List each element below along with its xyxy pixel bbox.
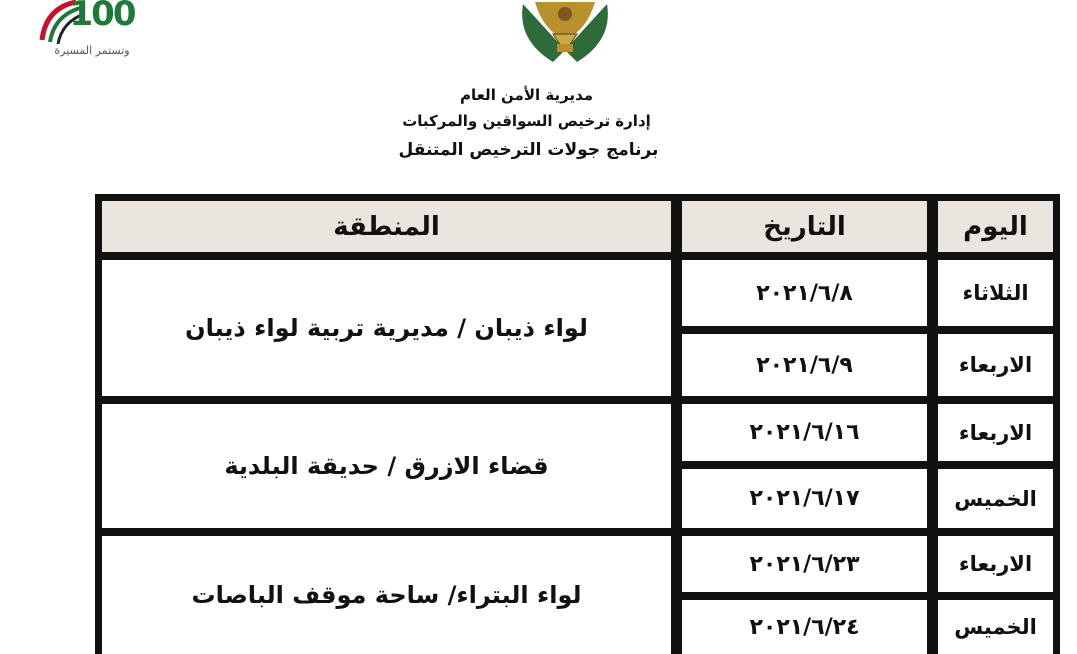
table-cell-day: الثلاثاء — [938, 260, 1053, 326]
table-cell-day: الخميس — [938, 469, 1053, 528]
table-cell-day: الاربعاء — [938, 404, 1053, 461]
centennial-logo — [30, 0, 150, 64]
emblem-icon — [513, 0, 617, 66]
table-cell-day: الخميس — [938, 600, 1053, 654]
table-cell-day: الاربعاء — [938, 536, 1053, 592]
table-cell-date: ٢٠٢١/٦/١٦ — [682, 404, 927, 461]
header-line-program: برنامج جولات الترخيص المتنقل — [398, 140, 659, 160]
column-header-day: اليوم — [938, 201, 1053, 252]
table-cell-area: لواء ذيبان / مديرية تربية لواء ذيبان — [102, 260, 671, 396]
header-line-department: إدارة ترخيص السواقين والمركبات — [402, 112, 651, 130]
table-cell-day: الاربعاء — [938, 334, 1053, 396]
table-cell-date: ٢٠٢١/٦/٢٤ — [682, 600, 927, 654]
public-security-emblem — [513, 0, 617, 66]
table-cell-area: لواء البتراء/ ساحة موقف الباصات — [102, 536, 671, 654]
centennial-number: 100 — [69, 0, 135, 34]
table-cell-date: ٢٠٢١/٦/٢٣ — [682, 536, 927, 592]
schedule-table — [95, 194, 1060, 654]
table-cell-date: ٢٠٢١/٦/٩ — [682, 334, 927, 396]
table-cell-area: قضاء الازرق / حديقة البلدية — [102, 404, 671, 528]
table-cell-date: ٢٠٢١/٦/٨ — [682, 260, 927, 326]
column-header-area: المنطقة — [102, 201, 671, 252]
centennial-tagline: وتستمر المسيرة — [54, 44, 130, 57]
header-line-directorate: مديرية الأمن العام — [459, 86, 594, 104]
table-cell-date: ٢٠٢١/٦/١٧ — [682, 469, 927, 528]
column-header-date: التاريخ — [682, 201, 927, 252]
